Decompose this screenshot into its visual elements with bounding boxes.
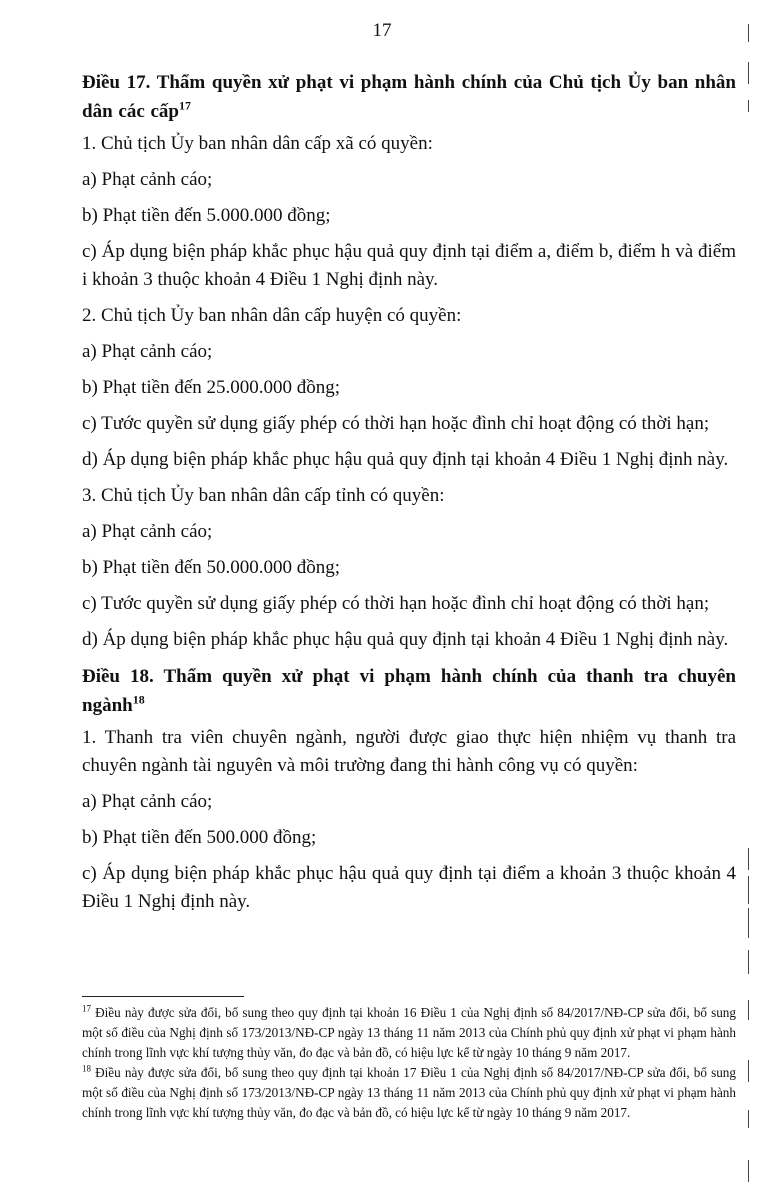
footnote-18 [82, 1063, 736, 1123]
article-17-clause-2d: d) Áp dụng biện pháp khắc phục hậu quả quy định tại khoản 4 Điều 1 Nghị định này. [82, 449, 729, 470]
footnote-17 [82, 1003, 736, 1063]
article-18-clause-1: 1. Thanh tra viên chuyên ngành, người được giao thực hiện nhiệm vụ thanh tra chuyên ngành tài nguyên và môi trường đang thi hành công vụ có quyền: [82, 727, 736, 776]
margin-mark [748, 1160, 749, 1182]
article-18-title [82, 662, 736, 720]
margin-mark [748, 100, 749, 112]
article-18-title-text: Điều 18. Thẩm quyền xử phạt vi phạm hành chính của thanh tra chuyên ngành [82, 666, 736, 716]
footnote-18-number: 18 [82, 1063, 91, 1074]
article-18-clause-1c: c) Áp dụng biện pháp khắc phục hậu quả quy định tại điểm a khoản 3 thuộc khoản 4 Điều 1 Nghị định này. [82, 863, 736, 912]
footnote-ref-18[interactable]: 18 [132, 692, 145, 707]
footnote-ref-17[interactable]: 17 [179, 98, 191, 113]
article-17-clause-2a: a) Phạt cảnh cáo; [82, 341, 213, 362]
article-17-clause-1c: c) Áp dụng biện pháp khắc phục hậu quả quy định tại điểm a, điểm b, điểm h và điểm i khoản 3 thuộc khoản 4 Điều 1 Nghị định này. [82, 241, 736, 290]
article-17-title [82, 68, 736, 126]
article-17-clause-3a: a) Phạt cảnh cáo; [82, 521, 213, 542]
article-17-clause-2b: b) Phạt tiền đến 25.000.000 đồng; [82, 377, 341, 398]
footnote-17-text: Điều này được sửa đổi, bổ sung theo quy định tại khoản 16 Điều 1 của Nghị định số 84/2017/NĐ-CP sửa đổi, bổ sung một số điều của Nghị định số 173/2013/NĐ-CP ngày 13 tháng 11 năm 2013 của Chính phủ quy định xử phạt vi phạm hành chính trong lĩnh vực khí tượng thủy văn, đo đạc và bản đồ, có hiệu lực kể từ ngày 10 tháng 9 năm 2017. [82, 1005, 736, 1060]
article-17-clause-3b: b) Phạt tiền đến 50.000.000 đồng; [82, 557, 341, 578]
margin-mark [748, 848, 749, 870]
article-17-clause-1a: a) Phạt cảnh cáo; [82, 169, 213, 190]
footnote-separator [82, 996, 244, 997]
margin-mark [748, 62, 749, 84]
margin-mark [748, 950, 749, 974]
footnote-18-text: Điều này được sửa đổi, bổ sung theo quy định tại khoản 17 Điều 1 của Nghị định số 84/2017/NĐ-CP sửa đổi, bổ sung một số điều của Nghị định số 173/2013/NĐ-CP ngày 13 tháng 11 năm 2013 của Chính phủ quy định xử phạt vi phạm hành chính trong lĩnh vực khí tượng thủy văn, đo đạc và bản đồ, có hiệu lực kể từ ngày 10 tháng 9 năm 2017. [82, 1065, 736, 1120]
article-18-clause-1b: b) Phạt tiền đến 500.000 đồng; [82, 827, 317, 848]
article-17-clause-1: 1. Chủ tịch Ủy ban nhân dân cấp xã có quyền: [82, 133, 433, 154]
article-18-clause-1a: a) Phạt cảnh cáo; [82, 791, 213, 812]
article-17-clause-2c: c) Tước quyền sử dụng giấy phép có thời hạn hoặc đình chỉ hoạt động có thời hạn; [82, 413, 710, 434]
margin-mark [748, 1060, 749, 1082]
article-17-title-text: Điều 17. Thẩm quyền xử phạt vi phạm hành chính của Chủ tịch Ủy ban nhân dân các cấp [82, 72, 736, 122]
margin-mark [748, 876, 749, 904]
margin-mark [748, 1110, 749, 1128]
footnote-17-number: 17 [82, 1003, 91, 1014]
article-17-clause-3: 3. Chủ tịch Ủy ban nhân dân cấp tỉnh có quyền: [82, 485, 445, 506]
margin-mark [748, 24, 749, 42]
margin-mark [748, 908, 749, 938]
footnotes [82, 996, 736, 1123]
article-17-clause-2: 2. Chủ tịch Ủy ban nhân dân cấp huyện có quyền: [82, 305, 462, 326]
margin-mark [748, 1000, 749, 1020]
article-17-clause-3d: d) Áp dụng biện pháp khắc phục hậu quả quy định tại khoản 4 Điều 1 Nghị định này. [82, 629, 729, 650]
document-body [82, 68, 736, 924]
article-17-clause-1b: b) Phạt tiền đến 5.000.000 đồng; [82, 205, 331, 226]
page-number: 17 [372, 20, 392, 41]
article-17-clause-3c: c) Tước quyền sử dụng giấy phép có thời hạn hoặc đình chỉ hoạt động có thời hạn; [82, 593, 710, 614]
